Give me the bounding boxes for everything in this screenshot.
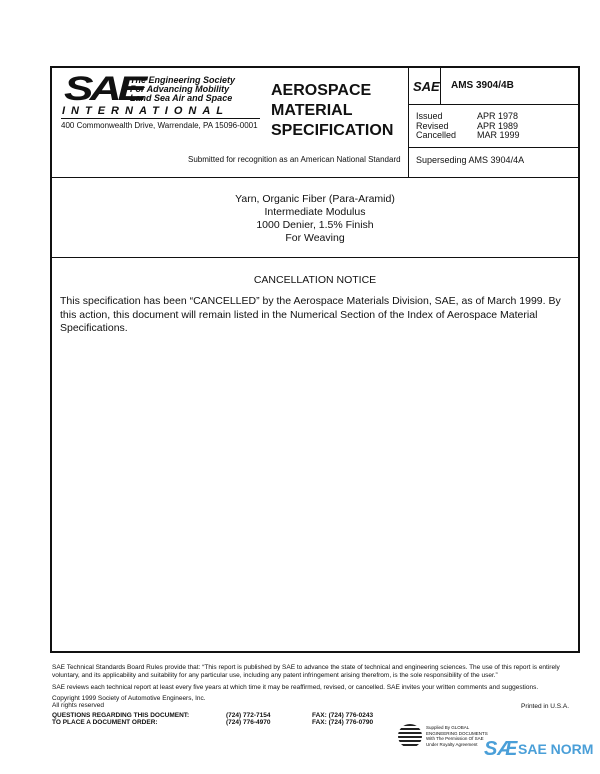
divider bbox=[408, 66, 409, 177]
supplied-line: With The Permission Of SAE bbox=[426, 736, 484, 741]
issued-date: APR 1978 bbox=[477, 111, 519, 121]
questions-label: QUESTIONS REGARDING THIS DOCUMENT: bbox=[52, 712, 190, 719]
doc-type-line: MATERIAL bbox=[271, 102, 353, 119]
title-line: Yarn, Organic Fiber (Para-Aramid) bbox=[235, 193, 395, 205]
doc-type bbox=[271, 81, 393, 141]
spec-title bbox=[52, 193, 578, 245]
rules-text: SAE Technical Standards Board Rules provide that: “This report is published by SAE to advance the state of technical and engineering sciences. The use of this report is entirely voluntary, and its applicability and suitability for any particular use, including any patent infringement arising therefrom, is the sole responsibility of the user.” bbox=[52, 664, 560, 679]
superseding: Superseding AMS 3904/4A bbox=[416, 155, 525, 165]
review-text: SAE reviews each technical report at least every five years at which time it may be reaffirmed, revised, or cancelled. SAE invites your written comments and suggestions. bbox=[52, 684, 539, 691]
address: 400 Commonwealth Drive, Warrendale, PA 15096-0001 bbox=[61, 121, 258, 130]
sae-logo: SAE bbox=[64, 70, 144, 108]
title-line: Intermediate Modulus bbox=[264, 206, 366, 218]
questions-phone: (724) 772-7154 bbox=[226, 712, 271, 719]
printed-in: Printed in U.S.A. bbox=[521, 703, 570, 710]
watermark-logo: SÆ bbox=[484, 738, 518, 760]
title-line: 1000 Denier, 1.5% Finish bbox=[256, 219, 374, 231]
tagline-line: The Engineering Society bbox=[130, 75, 236, 85]
date-labels bbox=[416, 112, 456, 141]
divider bbox=[61, 118, 260, 119]
watermark-text: SAE NORM bbox=[518, 741, 594, 757]
submitted-note: Submitted for recognition as an American National Standard bbox=[188, 155, 401, 164]
supplied-line: Under Royalty Agreement bbox=[426, 741, 478, 747]
cancelled-date: MAR 1999 bbox=[477, 130, 520, 140]
doc-type-line: AEROSPACE bbox=[271, 82, 372, 99]
sae-mark: SAE bbox=[413, 79, 440, 94]
divider bbox=[408, 104, 578, 105]
rights: All rights reserved bbox=[52, 702, 105, 709]
tagline-line: Land Sea Air and Space bbox=[130, 93, 233, 103]
divider bbox=[440, 66, 441, 105]
divider bbox=[50, 257, 578, 258]
cancelled-label: Cancelled bbox=[416, 130, 457, 140]
tagline bbox=[130, 76, 235, 103]
copyright: Copyright 1999 Society of Automotive Engineers, Inc. bbox=[52, 695, 206, 702]
globe-icon bbox=[398, 724, 422, 748]
notice-body: This specification has been “CANCELLED” by the Aerospace Materials Division, SAE, as of March 1999. By this action, this document will remain listed in the Numerical Section of the Index of Aerospace Material Specifications. bbox=[60, 295, 561, 334]
order-phone: (724) 776-4970 bbox=[226, 719, 271, 726]
doc-number: AMS 3904/4B bbox=[451, 80, 514, 91]
date-values bbox=[477, 112, 520, 141]
order-fax: FAX: (724) 776-0790 bbox=[312, 719, 374, 726]
divider bbox=[408, 147, 578, 148]
title-line: For Weaving bbox=[285, 232, 345, 244]
order-label: TO PLACE A DOCUMENT ORDER: bbox=[52, 719, 158, 726]
issued-label: Issued bbox=[416, 111, 443, 121]
revised-date: APR 1989 bbox=[477, 120, 519, 131]
revised-label: Revised bbox=[416, 120, 449, 131]
questions-fax: FAX: (724) 776-0243 bbox=[312, 712, 374, 719]
supplied-line: ENGINEERING DOCUMENTS bbox=[426, 730, 488, 736]
divider bbox=[50, 177, 578, 178]
notice-heading: CANCELLATION NOTICE bbox=[253, 274, 377, 286]
supplied-by bbox=[426, 725, 488, 747]
tagline-line: For Advancing Mobility bbox=[130, 84, 230, 94]
doc-type-line: SPECIFICATION bbox=[271, 122, 394, 139]
supplied-line: Supplied By GLOBAL bbox=[426, 725, 470, 730]
international-text: INTERNATIONAL bbox=[62, 105, 230, 117]
